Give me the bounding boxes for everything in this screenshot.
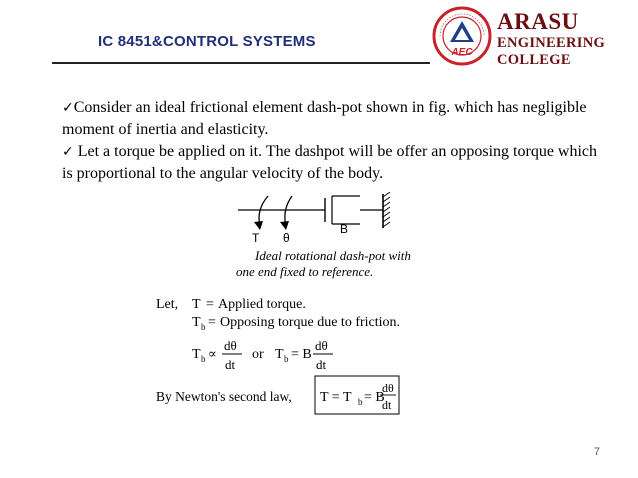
angle-arrowhead-icon xyxy=(280,221,289,230)
check-icon: ✓ xyxy=(62,144,74,160)
newton-label: By Newton's second law, xyxy=(156,389,292,404)
bullet-text: Let a torque be applied on it. The dashpot will be offer an opposing torque which is proportional to the angular velocity of the body. xyxy=(62,143,598,182)
eq2-rhs: = B xyxy=(291,347,312,362)
dashpot-diagram xyxy=(150,192,490,422)
box-sub: b xyxy=(358,397,363,407)
def1-symbol: T xyxy=(192,297,201,312)
box-frac-num: dθ xyxy=(382,381,394,395)
eq2-lhs: T xyxy=(275,347,284,362)
box-rhs: = B xyxy=(364,390,385,405)
bullet-item xyxy=(62,141,602,185)
theta-label: θ xyxy=(283,231,290,245)
prop-lhs: T xyxy=(192,347,201,362)
figure-caption-line1: Ideal rotational dash-pot with xyxy=(255,248,411,263)
frac2-num: dθ xyxy=(315,338,328,353)
torque-arrowhead-icon xyxy=(254,221,263,230)
box-frac-den: dt xyxy=(382,398,392,412)
prop-lhs-sub: b xyxy=(201,354,206,364)
frac2-den: dt xyxy=(316,357,327,372)
torque-label: T xyxy=(252,231,260,245)
or-label: or xyxy=(252,347,264,362)
header-title: IC 8451&CONTROL SYSTEMS xyxy=(98,33,316,50)
bullet-list xyxy=(62,97,602,185)
wall-hatch xyxy=(383,192,390,227)
def2-text: Opposing torque due to friction. xyxy=(220,315,401,330)
college-name-line1: ARASU xyxy=(497,9,579,34)
eq2-lhs-sub: b xyxy=(284,354,289,364)
dashpot-cylinder xyxy=(332,196,360,224)
proportional-symbol: ∝ xyxy=(208,347,217,362)
bullet-item xyxy=(62,97,602,141)
dashpot-figure xyxy=(150,192,490,422)
logo-initials: AEC xyxy=(451,47,473,58)
damping-label: B xyxy=(340,222,349,236)
def2-eq: = xyxy=(208,315,216,330)
college-name-line2: ENGINEERING xyxy=(497,35,606,51)
frac1-den: dt xyxy=(225,357,236,372)
college-logo xyxy=(432,6,492,66)
box-lhs: T = T xyxy=(320,390,352,405)
let-label: Let, xyxy=(156,297,179,312)
bullet-text: Consider an ideal frictional element dash-pot shown in fig. which has negligible moment of inertia and elasticity. xyxy=(62,99,587,138)
college-seal-icon xyxy=(432,6,492,66)
frac1-num: dθ xyxy=(224,338,237,353)
def1-eq: = xyxy=(206,297,214,312)
def1-text: Applied torque. xyxy=(218,297,306,312)
check-icon: ✓ xyxy=(62,100,74,116)
figure-caption-line2: one end fixed to reference. xyxy=(236,264,374,279)
college-name-line3: COLLEGE xyxy=(497,51,571,68)
header-rule xyxy=(52,62,430,64)
college-name xyxy=(497,10,605,67)
def2-sub: b xyxy=(201,322,206,332)
def2-symbol: T xyxy=(192,315,201,330)
page-number: 7 xyxy=(593,446,600,458)
